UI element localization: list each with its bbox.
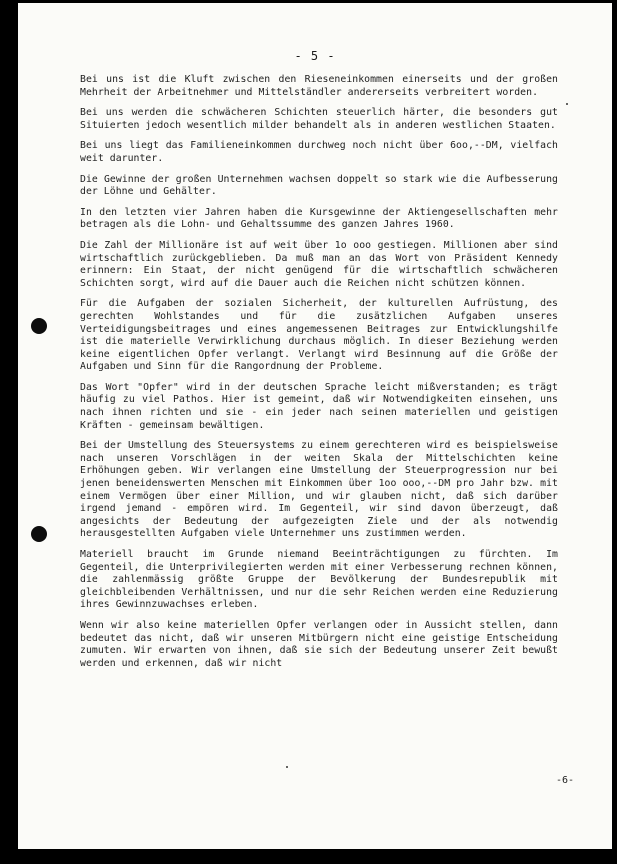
body-text: [80, 74, 558, 678]
paragraph: Die Zahl der Millionäre ist auf weit über 1o ooo gestiegen. Millionen aber sind wirtschaftlich zurückgeblieben. Da muß man an das Wort von Präsident Kennedy erinnern: Ein Staat, der nicht genügend für die wirtschaftlich schwächeren Schichten sorgt, wird auf die Dauer auch die Reichen nicht schützen können.: [80, 239, 558, 289]
paragraph: Für die Aufgaben der sozialen Sicherheit, der kulturellen Aufrüstung, des gerechten Wohlstandes und für die zusätzlichen Aufgaben unseres Verteidigungsbeitrages und eines angemessenen Beitrages zur Entwicklungshilfe ist die materielle Verwirklichung durchaus möglich. In dieser Beziehung werden keine eigentlichen Opfer verlangt. Verlangt wird Besinnung auf die Größe der Aufgaben und Sinn für die Rangordnung der Probleme.: [80, 298, 558, 373]
paragraph: Das Wort "Opfer" wird in der deutschen Sprache leicht mißverstanden; es trägt häufig zu viel Pathos. Hier ist gemeint, daß wir Notwendigkeiten einsehen, uns nach ihnen richten und sie - ein jeder nach seinen materiellen und geistigen Kräften - gemeinsam bewältigen.: [80, 381, 558, 431]
continuation-marker: -6-: [555, 775, 574, 786]
punch-hole: [31, 526, 47, 542]
scan-speck: [566, 103, 568, 105]
paragraph: Wenn wir also keine materiellen Opfer verlangen oder in Aussicht stellen, dann bedeutet das nicht, daß wir unseren Mitbürgern nicht eine geistige Entscheidung zumuten. Wir erwarten von ihnen, daß sie sich der Bedeutung unserer Zeit bewußt werden und erkennen, daß wir nicht: [80, 619, 558, 669]
paragraph: Bei uns liegt das Familieneinkommen durchweg noch nicht über 6oo,--DM, vielfach weit darunter.: [80, 140, 558, 164]
scan-speck: [286, 766, 288, 768]
page-number: - 5 -: [294, 49, 336, 63]
paragraph: Materiell braucht im Grunde niemand Beeinträchtigungen zu fürchten. Im Gegenteil, die Unterprivilegierten werden mit einer Verbesserung rechnen können, die zahlenmässig größte Gruppe der Bevölkerung der Bundesrepublik mit gleichbleibenden Verhältnissen, und nur die sehr Reichen werden eine Reduzierung ihres Gewinnzuwachses erleben.: [80, 549, 558, 611]
paragraph: In den letzten vier Jahren haben die Kursgewinne der Aktiengesellschaften mehr betragen als die Lohn- und Gehaltssumme des ganzen Jahres 1960.: [80, 206, 558, 231]
paragraph: Die Gewinne der großen Unternehmen wachsen doppelt so stark wie die Aufbesserung der Löhne und Gehälter.: [80, 173, 558, 198]
scanned-page: [18, 3, 612, 849]
punch-hole: [31, 318, 47, 334]
paragraph: Bei der Umstellung des Steuersystems zu einem gerechteren wird es beispielsweise nach unseren Vorschlägen in der weiten Skala der Mittelschichten keine Erhöhungen geben. Wir verlangen eine Umstellung der Steuerprogression nur bei jenen beneidenswerten Menschen mit Einkommen über 1oo ooo,--DM pro Jahr bzw. mit einem Vermögen über einer Million, und wir glauben nicht, daß sich darüber irgend jemand - empören wird. Im Gegenteil, wir sind davon überzeugt, daß angesichts der Bedeutung der aufgezeigten Ziele und der als notwendig herausgestellten Aufgaben viele Unternehmer uns zustimmen werden.: [80, 440, 558, 540]
paragraph: Bei uns werden die schwächeren Schichten steuerlich härter, die besonders gut Situierten jedoch wesentlich milder behandelt als in anderen westlichen Staaten.: [80, 107, 558, 131]
paragraph: Bei uns ist die Kluft zwischen den Rieseneinkommen einerseits und der großen Mehrheit der Arbeitnehmer und Mittelständler andererseits verbreitert worden.: [80, 74, 558, 98]
